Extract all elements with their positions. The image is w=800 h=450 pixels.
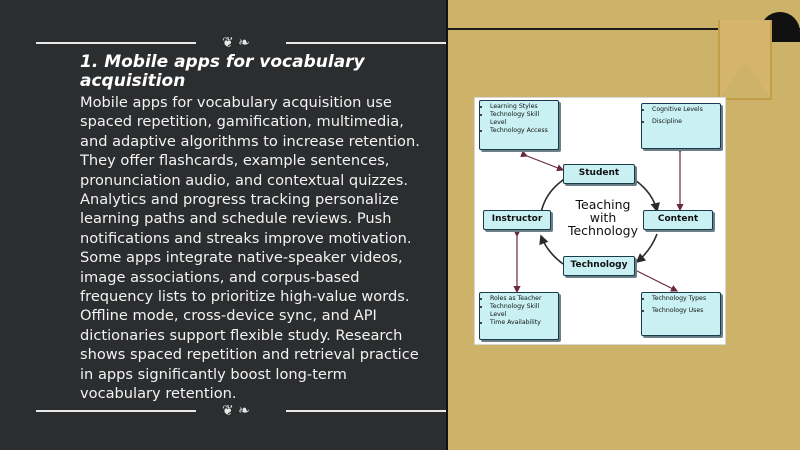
instructor-node: Instructor — [483, 210, 551, 230]
diagram-center-label — [563, 198, 643, 237]
top-ornament-divider — [36, 36, 446, 50]
flourish-icon: ❦ ❧ — [222, 403, 250, 419]
content-node: Content — [643, 210, 713, 230]
factor-item: • Technology Access — [490, 127, 555, 135]
technology-node: Technology — [563, 256, 635, 276]
factor-item: • Technology Types — [652, 295, 717, 303]
ribbon-notch — [720, 62, 770, 98]
factor-item: • Discipline — [652, 118, 717, 126]
teaching-with-technology-diagram — [474, 97, 726, 345]
slide-title: 1. Mobile apps for vocabulary acquisition — [80, 52, 365, 91]
student-factors-box — [479, 100, 559, 150]
flourish-icon: ❦ ❧ — [222, 35, 250, 51]
technology-factors-box — [641, 292, 721, 336]
content-factors-box — [641, 103, 721, 149]
factor-item: • Learning Styles — [490, 103, 555, 111]
factor-item: • Roles as Teacher — [490, 295, 555, 303]
bottom-ornament-divider — [36, 404, 446, 418]
student-node: Student — [563, 164, 635, 184]
center-label-line: Technology — [567, 223, 639, 238]
center-label-line: Teaching — [575, 197, 631, 212]
instructor-factors-box — [479, 292, 559, 340]
slide-body-text: Mobile apps for vocabulary acquisition use spaced repetition, gamification, multimedia, and adaptive algorithms to increase retention. They offer flashcards, example sentences, pronunciation audio, and contextual quizzes. Analytics and progress tracking personalize learning paths and schedule reviews. Push notifications and streaks improve motivation. Some apps integrate native-speaker videos, image associations, and corpus-based frequency lists to prioritize high-value words. Offline mode, cross-device sync, and API dictionaries support flexible study. Research shows spaced repetition and retrieval practice in apps significantly boost long-term vocabulary retention. — [80, 94, 420, 403]
factor-item: • Time Availability — [490, 319, 555, 327]
factor-item: • Technology Uses — [652, 307, 717, 315]
factor-item: • Technology Skill Level — [490, 111, 555, 127]
factor-item: • Technology Skill Level — [490, 303, 555, 319]
center-label-line: with — [589, 210, 617, 225]
factor-item: • Cognitive Levels — [652, 106, 717, 114]
